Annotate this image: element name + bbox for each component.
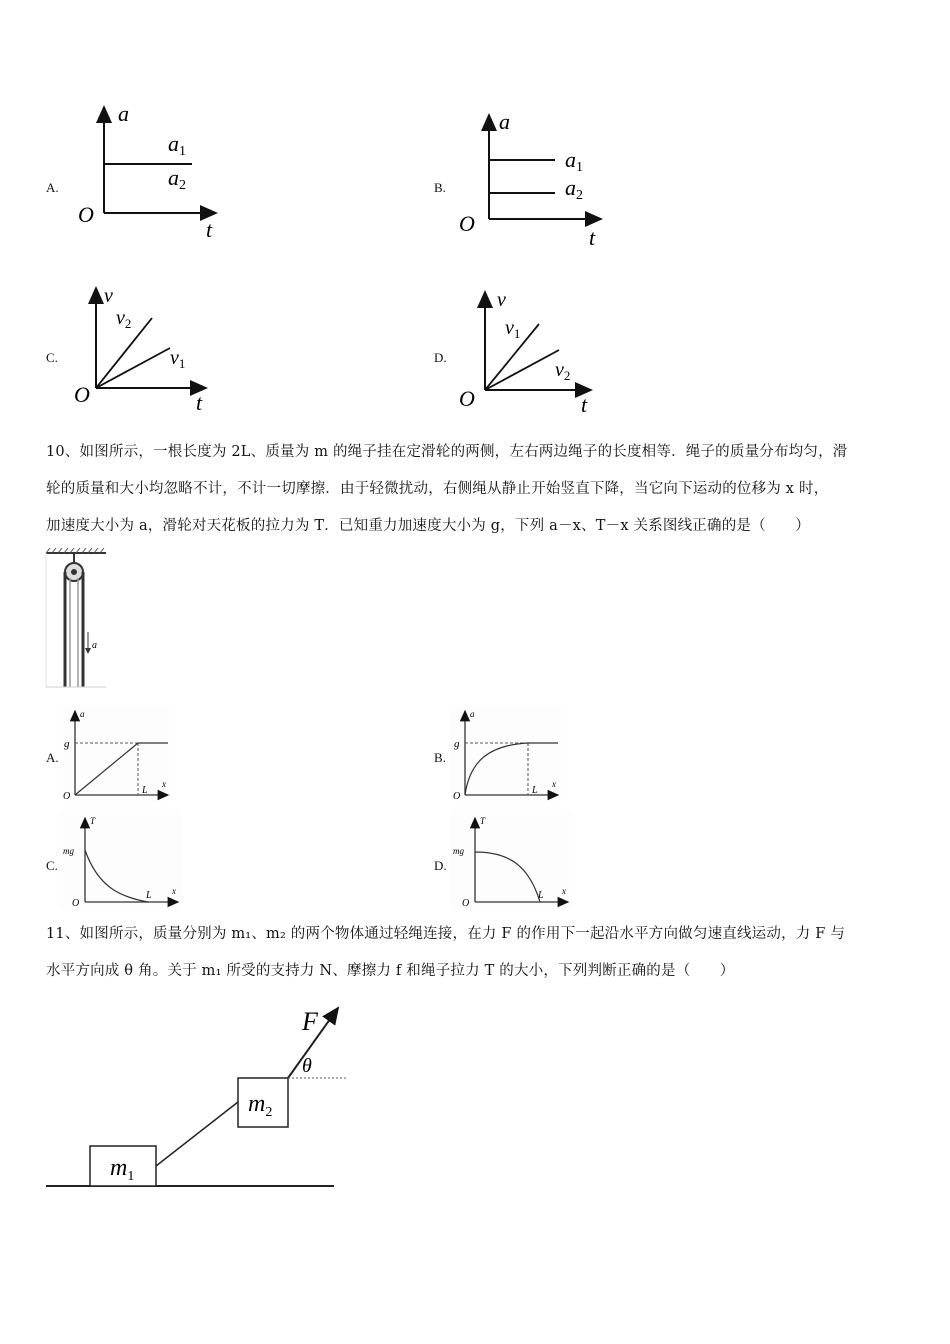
svg-text:L: L	[538, 890, 544, 901]
svg-text:t: t	[589, 225, 596, 250]
svg-text:mg: mg	[63, 846, 74, 856]
q10-option-a-graph	[60, 705, 172, 801]
q10-option-c-graph	[60, 812, 182, 908]
svg-text:x: x	[172, 886, 176, 896]
svg-text:a: a	[470, 709, 475, 719]
svg-text:θ: θ	[302, 1055, 312, 1077]
v2-line	[485, 350, 559, 390]
q10-option-d-label[interactable]: D.	[434, 858, 447, 873]
svg-text:F: F	[302, 1007, 318, 1036]
svg-text:O: O	[74, 382, 90, 407]
svg-text:L: L	[532, 785, 538, 796]
q9-option-c-graph	[70, 282, 220, 417]
svg-text:O: O	[63, 791, 71, 801]
q9-option-d-label[interactable]: D.	[434, 350, 447, 365]
y-axis-label: a	[118, 101, 129, 126]
q9-option-a-label[interactable]: A.	[46, 180, 59, 195]
q10-option-c-label[interactable]: C.	[46, 858, 58, 873]
q11-line-1: 11、如图所示，质量分别为 m₁、m₂ 的两个物体通过轻绳连接，在力 F 的作用下一起沿水平方向做匀速直线运动，力 F 与	[46, 926, 846, 942]
svg-text:x: x	[562, 886, 566, 896]
q10-option-a-label[interactable]: A.	[46, 750, 59, 765]
svg-text:v2: $v_2$	[555, 359, 571, 383]
q9-option-b-label[interactable]: B.	[434, 180, 446, 195]
svg-text:O: O	[72, 898, 80, 908]
svg-text:m1: $m_1$	[110, 1155, 135, 1184]
svg-text:T: T	[90, 816, 96, 826]
q9-option-c-label[interactable]: C.	[46, 350, 58, 365]
svg-text:O: O	[459, 211, 475, 236]
v1-line	[96, 348, 170, 388]
q10-pulley-figure	[44, 548, 110, 690]
svg-text:g: g	[64, 738, 70, 750]
svg-text:a: a	[499, 109, 510, 134]
svg-text:v: v	[104, 285, 113, 307]
svg-text:O: O	[462, 898, 470, 908]
svg-text:T: T	[480, 816, 486, 826]
svg-text:g: g	[454, 738, 460, 750]
svg-text:mg: mg	[453, 846, 464, 856]
svg-text:v2: $v_2$	[116, 307, 132, 331]
svg-text:t: t	[196, 390, 203, 415]
svg-text:x: x	[552, 779, 556, 789]
q11-figure	[44, 998, 354, 1193]
line-label-a1: a1	[168, 131, 186, 159]
q10-option-b-graph	[450, 705, 562, 801]
q10-option-b-label[interactable]: B.	[434, 750, 446, 765]
svg-text:a: a	[80, 709, 85, 719]
q11-stem	[46, 916, 910, 990]
q9-option-d-graph	[455, 286, 605, 421]
x-axis-label: t	[206, 217, 213, 242]
rope	[156, 1102, 238, 1166]
q11-line-2: 水平方向成 θ 角。关于 m₁ 所受的支持力 N、摩擦力 f 和绳子拉力 T 的大小，下列判断正确的是（ ）	[46, 963, 735, 979]
svg-text:a1: a1	[565, 147, 583, 175]
svg-text:x: x	[162, 779, 166, 789]
q10-option-d-graph	[450, 812, 572, 908]
q9-option-a-graph	[70, 95, 230, 245]
svg-text:O: O	[459, 386, 475, 411]
svg-text:a2: a2	[565, 175, 583, 203]
svg-text:a: a	[92, 640, 97, 651]
q9-option-b-graph	[455, 105, 615, 255]
svg-text:O: O	[453, 791, 461, 801]
svg-text:v1: $v_1$	[170, 347, 186, 371]
q10-line-2: 轮的质量和大小均忽略不计，不计一切摩擦．由于轻微扰动，右侧绳从静止开始竖直下降，当它向下运动的位移为 x 时，	[46, 481, 829, 497]
svg-text:v: v	[497, 289, 506, 311]
svg-text:v1: $v_1$	[505, 317, 521, 341]
line-label-a2: a2	[168, 165, 186, 193]
q10-line-1: 10、如图所示，一根长度为 2L、质量为 m 的绳子挂在定滑轮的两侧，左右两边绳子的长度相等．绳子的质量分布均匀，滑	[46, 444, 848, 460]
origin-label: O	[78, 202, 94, 227]
svg-text:t: t	[581, 392, 588, 417]
q10-line-3: 加速度大小为 a，滑轮对天花板的拉力为 T．已知重力加速度大小为 g，下列 a－x、T－x 关系图线正确的是（ ）	[46, 518, 810, 534]
q10-stem	[46, 434, 910, 545]
svg-text:m2: $m_2$	[248, 1091, 273, 1120]
svg-text:L: L	[142, 785, 148, 796]
svg-text:L: L	[146, 890, 152, 901]
